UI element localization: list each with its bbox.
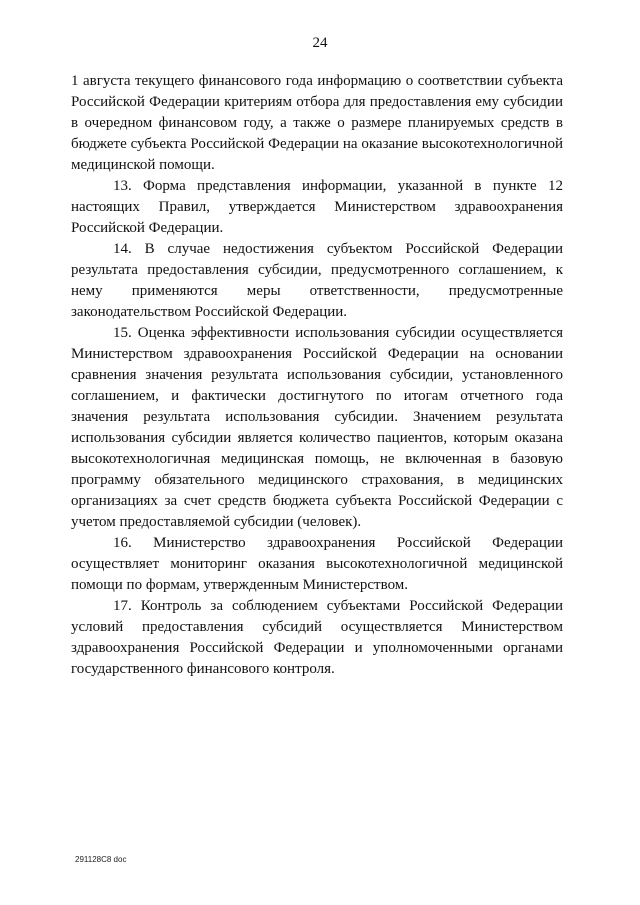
paragraph-item-15: 15. Оценка эффективности использования субсидии осуществляется Министерством здравоохранения Российской Федерации на основании сравнения значения результата использования субсидии, установленного соглашением, и фактически достигнутого по итогам отчетного года значения результата использования субсидии. Значением результата использования субсидии является количество пациентов, которым оказана высокотехнологичная медицинская помощь, не включенная в базовую программу обязательного медицинского страхования, в медицинских организациях за счет средств бюджета субъекта Российской Федерации с учетом предоставляемой субсидии (человек). [71, 325, 563, 530]
paragraph-item-16: 16. Министерство здравоохранения Российской Федерации осуществляет мониторинг оказания высокотехнологичной медицинской помощи по формам, утвержденным Министерством. [71, 535, 563, 593]
paragraph-item-14: 14. В случае недостижения субъектом Российской Федерации результата предоставления субсидии, предусмотренного соглашением, к нему применяются меры ответственности, предусмотренные законодательством Российской Федерации. [71, 241, 563, 320]
paragraph-item-17: 17. Контроль за соблюдением субъектами Российской Федерации условий предоставления субсидий осуществляется Министерством здравоохранения Российской Федерации и уполномоченными органами государственного финансового контроля. [71, 598, 563, 677]
footer-document-code: 291128C8 doc [75, 855, 127, 864]
document-body [71, 71, 563, 680]
page-number: 24 [312, 35, 328, 51]
paragraph-item-13: 13. Форма представления информации, указанной в пункте 12 настоящих Правил, утверждается Министерством здравоохранения Российской Федерации. [71, 178, 563, 236]
paragraph-continuation: 1 августа текущего финансового года информацию о соответствии субъекта Российской Федерации критериям отбора для предоставления ему субсидии в очередном финансовом году, а также о размере планируемых средств в бюджете субъекта Российской Федерации на оказание высокотехнологичной медицинской помощи. [71, 73, 563, 173]
